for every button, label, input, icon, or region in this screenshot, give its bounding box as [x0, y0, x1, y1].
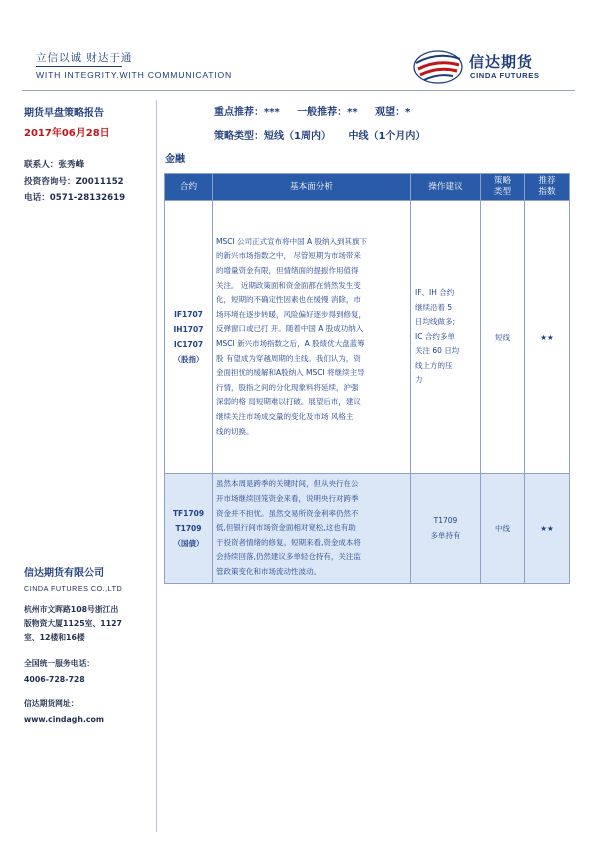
contract-code: T1709	[175, 524, 202, 533]
header-contract: 合约	[165, 174, 213, 201]
header-analysis: 基本面分析	[213, 174, 411, 201]
license-number: 投资咨询号：Z0011152	[24, 176, 124, 187]
analysis-line: 管政策变化和市场流动性波动。	[216, 566, 321, 576]
strategy-legend	[214, 127, 439, 142]
strategy-cell: 中线	[481, 474, 525, 584]
operation-line: 继续沿着 5	[415, 302, 453, 312]
analysis-line: 资金并不担忧。虽然交易所资金利率仍然不	[216, 508, 359, 518]
hotline-number: 4006-728-728	[24, 675, 85, 684]
contract-category: （国债）	[173, 539, 204, 548]
operation-line: IC 合约多单	[415, 331, 455, 341]
table-header-row	[165, 174, 570, 201]
rating-cell: ★★	[525, 201, 570, 474]
legend-strategy-mid: 中线（1个月内）	[348, 131, 426, 142]
cinda-globe-icon	[412, 49, 464, 85]
report-date: 2017年06月28日	[24, 128, 110, 139]
analysis-line: 场环境在逐步转暖，风险偏好逐步得到修复，	[216, 309, 366, 319]
contract-cell	[165, 474, 213, 584]
contact-phone: 电话：0571-28132619	[24, 193, 126, 203]
hotline-block	[24, 656, 94, 688]
slogan-divider	[36, 66, 122, 67]
table-row	[165, 201, 570, 474]
company-name-en: CINDA FUTURES CO.,LTD	[24, 584, 123, 593]
contract-code: TF1709	[172, 509, 205, 518]
section-title: 金融	[165, 154, 185, 165]
rating-cell: ★★	[525, 474, 570, 584]
slogan-cn: 立信以诚 财达于通	[36, 52, 133, 64]
legend-strategy-short: 策略类型：短线（1周内）	[214, 131, 331, 142]
analysis-line: 金面担忧的缓解和A股纳入 MSCI 将继续主导	[216, 368, 365, 378]
website-label: 信达期货网址：	[24, 699, 79, 708]
operation-cell	[411, 474, 481, 584]
strategy-cell: 短线	[481, 201, 525, 474]
analysis-line: 行情，股指之间的分化现象料将延续，沪强	[216, 382, 359, 392]
logo-text-cn: 信达期货	[469, 53, 534, 71]
analysis-line: 低,但银行间市场资金面相对宽松,这也有助	[216, 523, 356, 533]
rating-legend	[214, 103, 424, 118]
company-logo	[412, 49, 562, 85]
contract-code: IF1707	[174, 310, 203, 319]
contract-code: IH1707	[173, 325, 204, 334]
contract-code: IC1707	[173, 340, 204, 349]
header-strategy	[481, 174, 525, 201]
table-row	[165, 474, 570, 584]
hotline-label: 全国统一服务电话：	[24, 659, 95, 668]
operation-line: 关注 60 日均	[415, 346, 460, 356]
analysis-line: 股 有望成为穿越周期的主线。我们认为，资	[216, 353, 361, 363]
operation-line: 日均线做多;	[415, 317, 456, 327]
operation-line: T1709	[433, 516, 458, 525]
operation-cell	[411, 201, 481, 474]
analysis-line: 深弱的格 局短期难以打破。展望后市，建议	[216, 397, 361, 407]
analysis-line: 的新兴市场指数之中， 尽管短期为市场带来	[216, 251, 361, 261]
contact-person: 联系人：张秀峰	[24, 160, 85, 170]
analysis-line: 继续关注市场成交量的变化及市场 风格主	[216, 411, 354, 421]
sidebar-divider	[156, 100, 157, 832]
company-name: 信达期货有限公司	[24, 568, 104, 579]
header-strategy-line: 策略	[493, 176, 512, 186]
address-line: 室、12楼和16楼	[24, 633, 85, 643]
address-line: 版物资大厦1125室、1127	[24, 619, 122, 629]
website-link[interactable]: www.cindagh.com	[24, 715, 104, 724]
analysis-line: 虽然本周是跨季的关键时间，但从央行在公	[216, 479, 359, 489]
header-rating-line: 指数	[538, 187, 556, 197]
header-rating	[525, 174, 570, 201]
analysis-cell	[213, 201, 411, 474]
header-strategy-line: 类型	[493, 187, 512, 197]
header-divider	[22, 90, 575, 91]
analysis-cell	[213, 474, 411, 584]
strategy-table	[164, 173, 570, 584]
operation-line: 多单持有	[430, 530, 461, 540]
contract-cell	[165, 201, 213, 474]
logo-text-en: CINDA FUTURES	[470, 71, 540, 80]
analysis-line: 反弹窗口或已打 开。随着中国 A 股成功纳入	[216, 324, 364, 334]
legend-key: 重点推荐：***	[214, 107, 280, 118]
analysis-line: 会持续回落,仍然建议多单轻仓持有，关注监	[216, 552, 361, 562]
operation-line: 力	[415, 375, 423, 385]
legend-watch: 观望：*	[375, 107, 411, 118]
analysis-line: MSCI 公司正式宣布将中国 A 股纳入到其旗下	[216, 236, 367, 246]
company-address	[24, 603, 149, 646]
analysis-line: 于投资者情绪的修复。短期来看,资金成本将	[216, 537, 361, 547]
analysis-line: 关注。 近期政策面和资金面都在悄然发生变	[216, 280, 361, 290]
analysis-line: 开市场继续回笼资金来看，说明央行对跨季	[216, 494, 359, 504]
analysis-line: MSCI 新兴市场指数之后，A 股绩优大盘蓝筹	[216, 339, 365, 348]
contract-category: （股指）	[173, 355, 204, 364]
slogan-en: WITH INTEGRITY.WITH COMMUNICATION	[36, 70, 233, 80]
header-operation: 操作建议	[411, 174, 481, 201]
analysis-line: 的增量资金有限，但情绪面的提振作用值得	[216, 266, 359, 276]
website-block	[24, 696, 104, 728]
operation-line: IF、IH 合约	[415, 288, 455, 298]
contact-block	[24, 157, 125, 207]
report-title: 期货早盘策略报告	[24, 108, 104, 119]
operation-line: 线上方的压	[415, 360, 453, 370]
legend-general: 一般推荐：**	[297, 107, 358, 118]
analysis-line: 线的切换。	[216, 426, 254, 436]
address-line: 杭州市文晖路108号浙江出	[24, 605, 119, 614]
header-rating-line: 推荐	[538, 176, 556, 186]
analysis-line: 化，短期的不确定性因素也在缓慢 消除，市	[216, 295, 361, 305]
